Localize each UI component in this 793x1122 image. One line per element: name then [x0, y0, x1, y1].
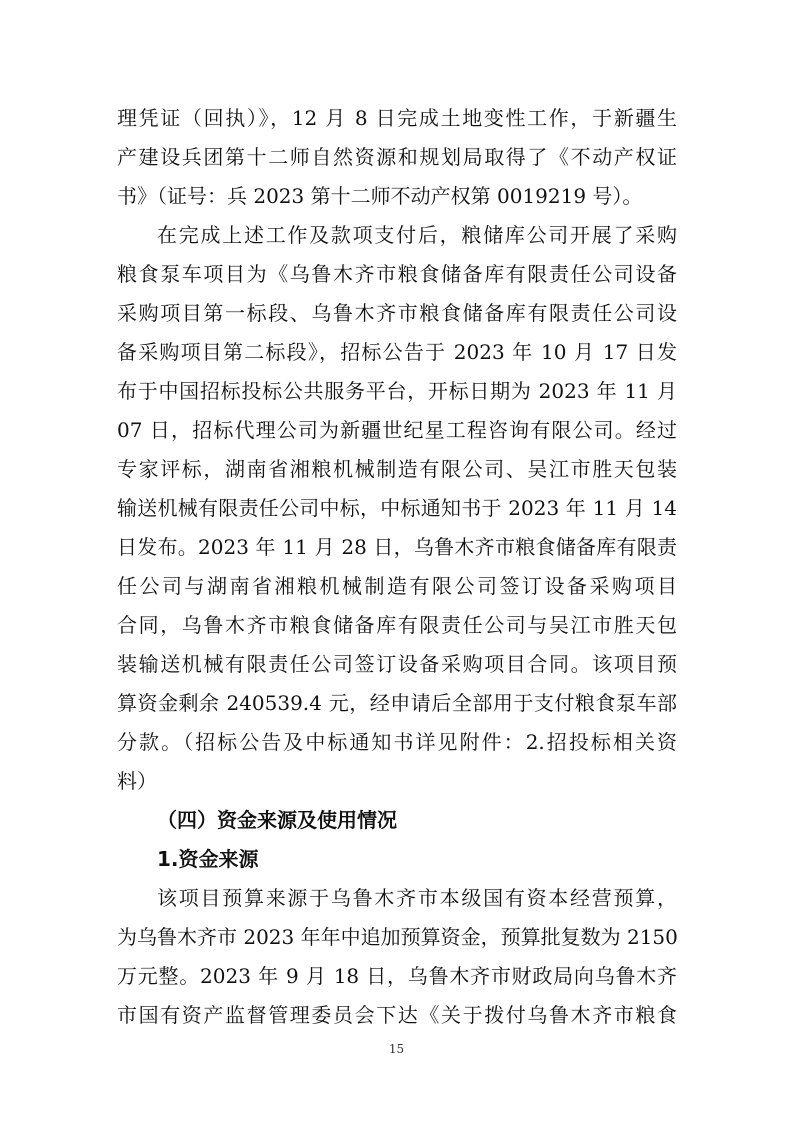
page-number: 15: [388, 1042, 405, 1056]
paragraph-2-line-7: 专家评标，湖南省湘粮机械制造有限公司、吴江市胜天包装: [117, 457, 677, 481]
paragraph-2-line-6: 07 日，招标代理公司为新疆世纪星工程咨询有限公司。经过: [117, 418, 677, 442]
paragraph-2-line-10: 任公司与湖南省湘粮机械制造有限公司签订设备采购项目: [117, 574, 677, 598]
paragraph-2-line-3: 采购项目第一标段、乌鲁木齐市粮食储备库有限责任公司设: [117, 301, 677, 325]
paragraph-3-line-3: 万元整。2023 年 9 月 18 日，乌鲁木齐市财政局向乌鲁木齐: [117, 964, 677, 988]
paragraph-1-line-3: 书》（证号：兵 2023 第十二师不动产权第 0019219 号）。: [117, 184, 643, 208]
paragraph-2-line-8: 输送机械有限责任公司中标，中标通知书于 2023 年 11 月 14: [117, 496, 677, 520]
paragraph-1-line-2: 产建设兵团第十二师自然资源和规划局取得了《不动产权证: [117, 145, 677, 169]
paragraph-2-line-14: 分款。（招标公告及中标通知书详见附件：2.招投标相关资: [117, 730, 677, 754]
section-heading: （四）资金来源及使用情况: [157, 808, 397, 832]
paragraph-3-line-4: 市国有资产监督管理委员会下达《关于拨付乌鲁木齐市粮食: [117, 1003, 677, 1027]
paragraph-2-line-15: 料）: [117, 769, 157, 793]
paragraph-2-line-12: 装输送机械有限责任公司签订设备采购项目合同。该项目预: [117, 652, 677, 676]
paragraph-2-line-5: 布于中国招标投标公共服务平台，开标日期为 2023 年 11 月: [117, 379, 677, 403]
paragraph-3-line-1: 该项目预算来源于乌鲁木齐市本级国有资本经营预算，: [157, 886, 677, 910]
paragraph-1-line-1: 理凭证（回执）》，12 月 8 日完成土地变性工作，于新疆生: [117, 106, 677, 130]
paragraph-2-line-13: 算资金剩余 240539.4 元，经申请后全部用于支付粮食泵车部: [117, 691, 677, 715]
paragraph-2-line-1: 在完成上述工作及款项支付后，粮储库公司开展了采购: [157, 223, 677, 247]
paragraph-2-line-9: 日发布。2023 年 11 月 28 日，乌鲁木齐市粮食储备库有限责: [117, 535, 677, 559]
paragraph-2-line-4: 备采购项目第二标段》，招标公告于 2023 年 10 月 17 日发: [117, 340, 677, 364]
paragraph-2-line-11: 合同，乌鲁木齐市粮食储备库有限责任公司与吴江市胜天包: [117, 613, 677, 637]
paragraph-3-line-2: 为乌鲁木齐市 2023 年年中追加预算资金，预算批复数为 2150: [117, 925, 678, 949]
paragraph-2-line-2: 粮食泵车项目为《乌鲁木齐市粮食储备库有限责任公司设备: [117, 262, 677, 286]
subsection-heading: 1.资金来源: [157, 847, 259, 871]
